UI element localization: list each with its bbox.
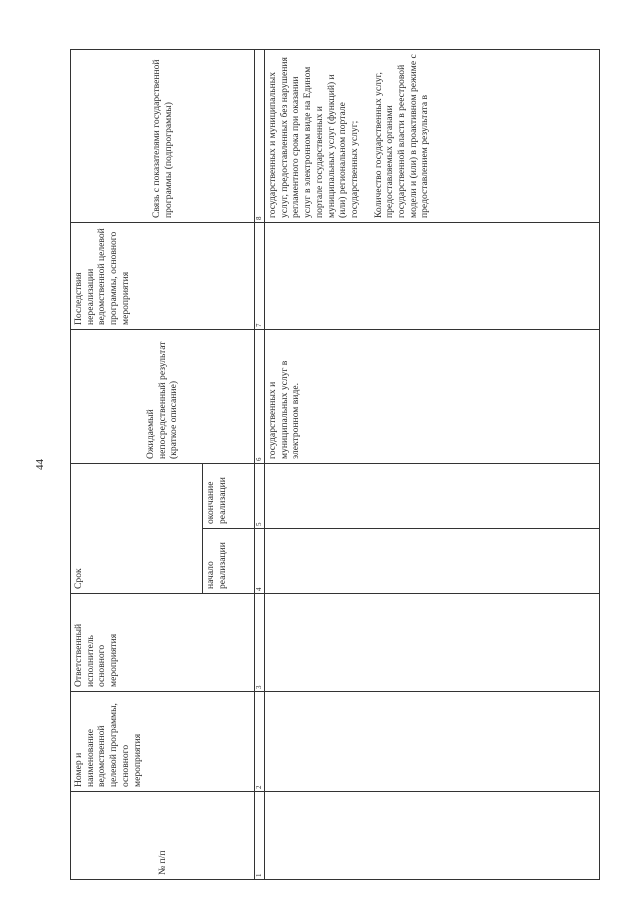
indicators-text-2: Количество государственных услуг, предоставляемых органами государственной власти в реестровой модели и (или) в проактивном режиме с предоставлением результата в — [372, 54, 431, 218]
rotated-table-container — [70, 50, 600, 880]
column-number: 2 — [255, 692, 265, 792]
column-number: 4 — [255, 529, 265, 594]
column-number: 3 — [255, 594, 265, 692]
header-expected-result: Ожидаемый непосредственный результат (краткое описание) — [71, 330, 255, 464]
cell-expected-result: государственных и муниципальных услуг в электронном виде. — [265, 330, 600, 464]
header-end: окончание реализации — [203, 464, 255, 529]
column-number: 8 — [255, 50, 265, 223]
program-table — [70, 49, 600, 880]
header-responsible: Ответственный исполнитель основного мероприятия — [71, 594, 255, 692]
cell-responsible — [265, 594, 600, 692]
column-number: 7 — [255, 223, 265, 330]
column-number-row — [255, 50, 265, 880]
header-number: № п/п — [71, 792, 255, 880]
header-consequences: Последствия нереализации ведомственной целевой программы, основного мероприятия — [71, 223, 255, 330]
column-number: 5 — [255, 464, 265, 529]
cell-program-name — [265, 692, 600, 792]
cell-consequences — [265, 223, 600, 330]
header-term: Срок — [71, 464, 203, 594]
table-row — [265, 50, 600, 880]
cell-number — [265, 792, 600, 880]
cell-end — [265, 464, 600, 529]
header-row — [71, 50, 203, 880]
cell-start — [265, 529, 600, 594]
column-number: 6 — [255, 330, 265, 464]
indicators-text-1: государственных и муниципальных услуг, предоставленных без нарушения регламентного срока при оказании услуг в электронном виде на Едином портале государственных и муниципальных услуг (функций) и (или) региональном портале государственных услуг; — [267, 57, 360, 218]
column-number: 1 — [255, 792, 265, 880]
header-program-name: Номер и наименование ведомственной целевой программы, основного мероприятия — [71, 692, 255, 792]
page-number: 44 — [34, 459, 46, 470]
header-start: начало реализации — [203, 529, 255, 594]
cell-indicators-link — [265, 50, 600, 223]
header-indicators-link: Связь с показателями государственной программы (подпрограммы) — [71, 50, 255, 223]
